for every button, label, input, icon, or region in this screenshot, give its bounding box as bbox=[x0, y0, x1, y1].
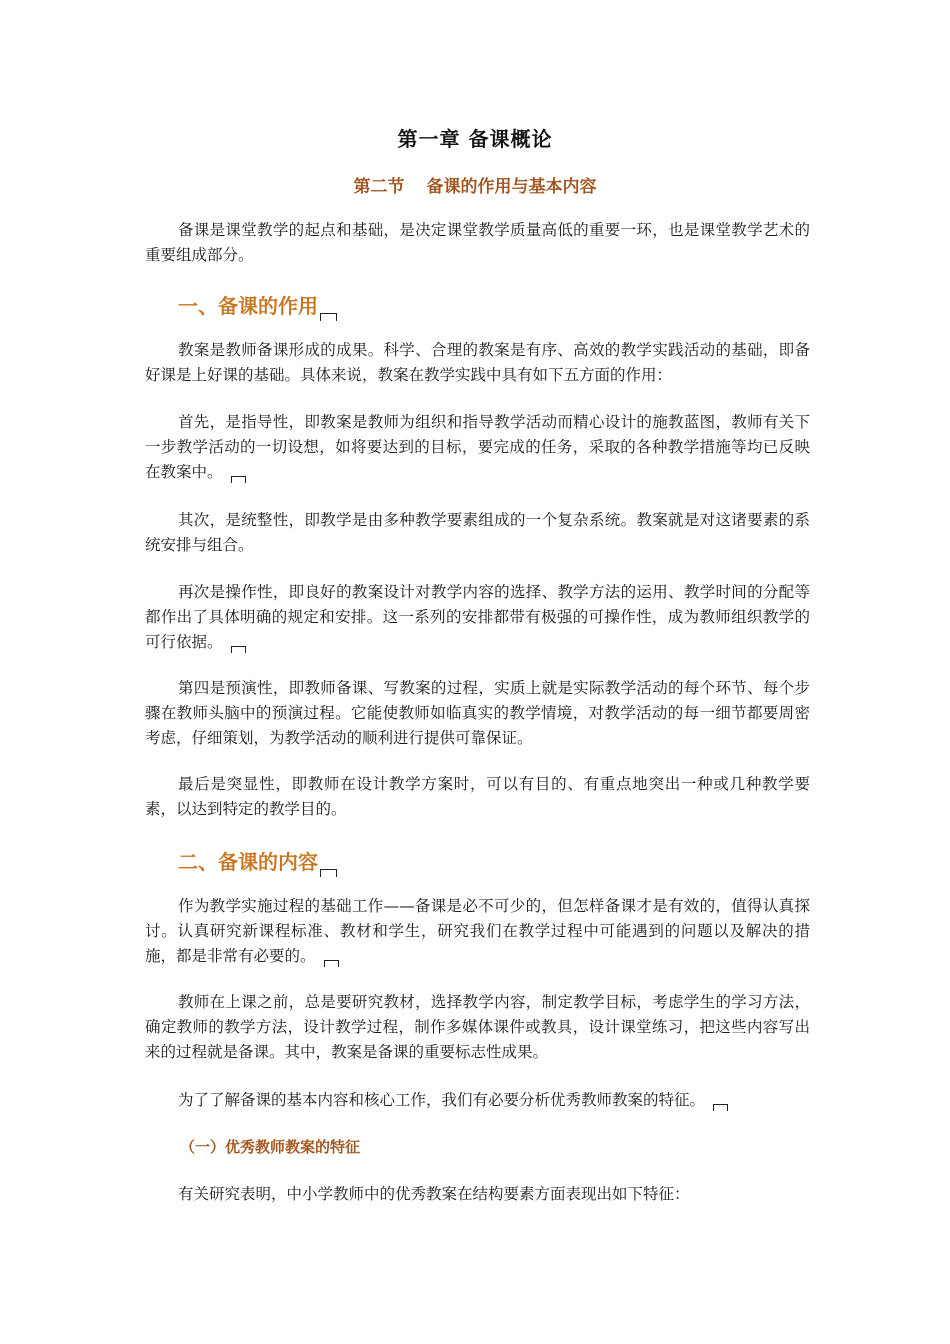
heading-role bbox=[178, 290, 337, 321]
chapter-title: 第一章 备课概论 bbox=[397, 127, 553, 151]
paragraph bbox=[145, 894, 810, 969]
paragraph: 其次，是统整性，即教学是由多种教学要素组成的一个复杂系统。教案就是对这诸要素的系统安排与组合。 bbox=[145, 511, 810, 554]
paragraph-text: 再次是操作性，即良好的教案设计对教学内容的选择、教学方法的运用、教学时间的分配等都作出了具体明确的规定和安排。这一系列的安排都带有极强的可操作性，成为教师组织教学的可行依据。 bbox=[145, 583, 810, 651]
paragraph-text: 首先，是指导性，即教案是教师为组织和指导教学活动而精心设计的施教蓝图，教师有关下一步教学活动的一切设想，如将要达到的目标，要完成的任务，采取的各种教学措施等均已反映在教案中。 bbox=[145, 413, 810, 481]
paragraph-mark-icon bbox=[320, 869, 337, 877]
paragraph-mark-icon bbox=[713, 1104, 728, 1111]
paragraph: 最后是突显性，即教师在设计教学方案时，可以有目的、有重点地突出一种或几种教学要素，以达到特定的教学目的。 bbox=[145, 775, 810, 818]
paragraph-mark-icon bbox=[324, 960, 339, 967]
paragraph bbox=[145, 410, 810, 485]
paragraph-text: 作为教学实施过程的基础工作——备课是必不可少的，但怎样备课才是有效的，值得认真探讨。认真研究新课程标准、教材和学生，研究我们在教学过程中可能遇到的问题以及解决的措施，都是非常有必要的。 bbox=[145, 897, 810, 965]
paragraph-text: 为了了解备课的基本内容和核心工作，我们有必要分析优秀教师教案的特征。 bbox=[178, 1091, 706, 1109]
heading-content bbox=[178, 846, 337, 877]
intro-paragraph: 备课是课堂教学的起点和基础，是决定课堂教学质量高低的重要一环，也是课堂教学艺术的重要组成部分。 bbox=[145, 221, 810, 264]
paragraph: 有关研究表明，中小学教师中的优秀教案在结构要素方面表现出如下特征： bbox=[178, 1185, 690, 1203]
paragraph bbox=[145, 580, 810, 655]
heading-content-text: 二、备课的内容 bbox=[178, 850, 318, 874]
heading-role-text: 一、备课的作用 bbox=[178, 294, 318, 318]
paragraph bbox=[145, 1088, 810, 1113]
paragraph: 第四是预演性，即教师备课、写教案的过程，实质上就是实际教学活动的每个环节、每个步骤在教师头脑中的预演过程。它能使教师如临真实的教学情境，对教学活动的每一细节都要周密考虑，仔细策划，为教学活动的顺利进行提供可靠保证。 bbox=[145, 679, 810, 747]
section-title bbox=[0, 172, 950, 197]
paragraph-mark-icon bbox=[320, 313, 337, 321]
subheading: （一）优秀教师教案的特征 bbox=[180, 1138, 361, 1156]
section-name: 备课的作用与基本内容 bbox=[426, 177, 597, 197]
section-number: 第二节 bbox=[353, 177, 405, 197]
paragraph-mark-icon bbox=[231, 646, 246, 653]
paragraph-mark-icon bbox=[231, 476, 246, 483]
paragraph: 教师在上课之前，总是要研究教材，选择教学内容，制定教学目标，考虑学生的学习方法，确定教师的教学方法，设计教学过程，制作多媒体课件或教具，设计课堂练习，把这些内容写出来的过程就是备课。其中，教案是备课的重要标志性成果。 bbox=[145, 993, 810, 1061]
paragraph: 教案是教师备课形成的成果。科学、合理的教案是有序、高效的教学实践活动的基础，即备好课是上好课的基础。具体来说，教案在教学实践中具有如下五方面的作用： bbox=[145, 341, 810, 384]
